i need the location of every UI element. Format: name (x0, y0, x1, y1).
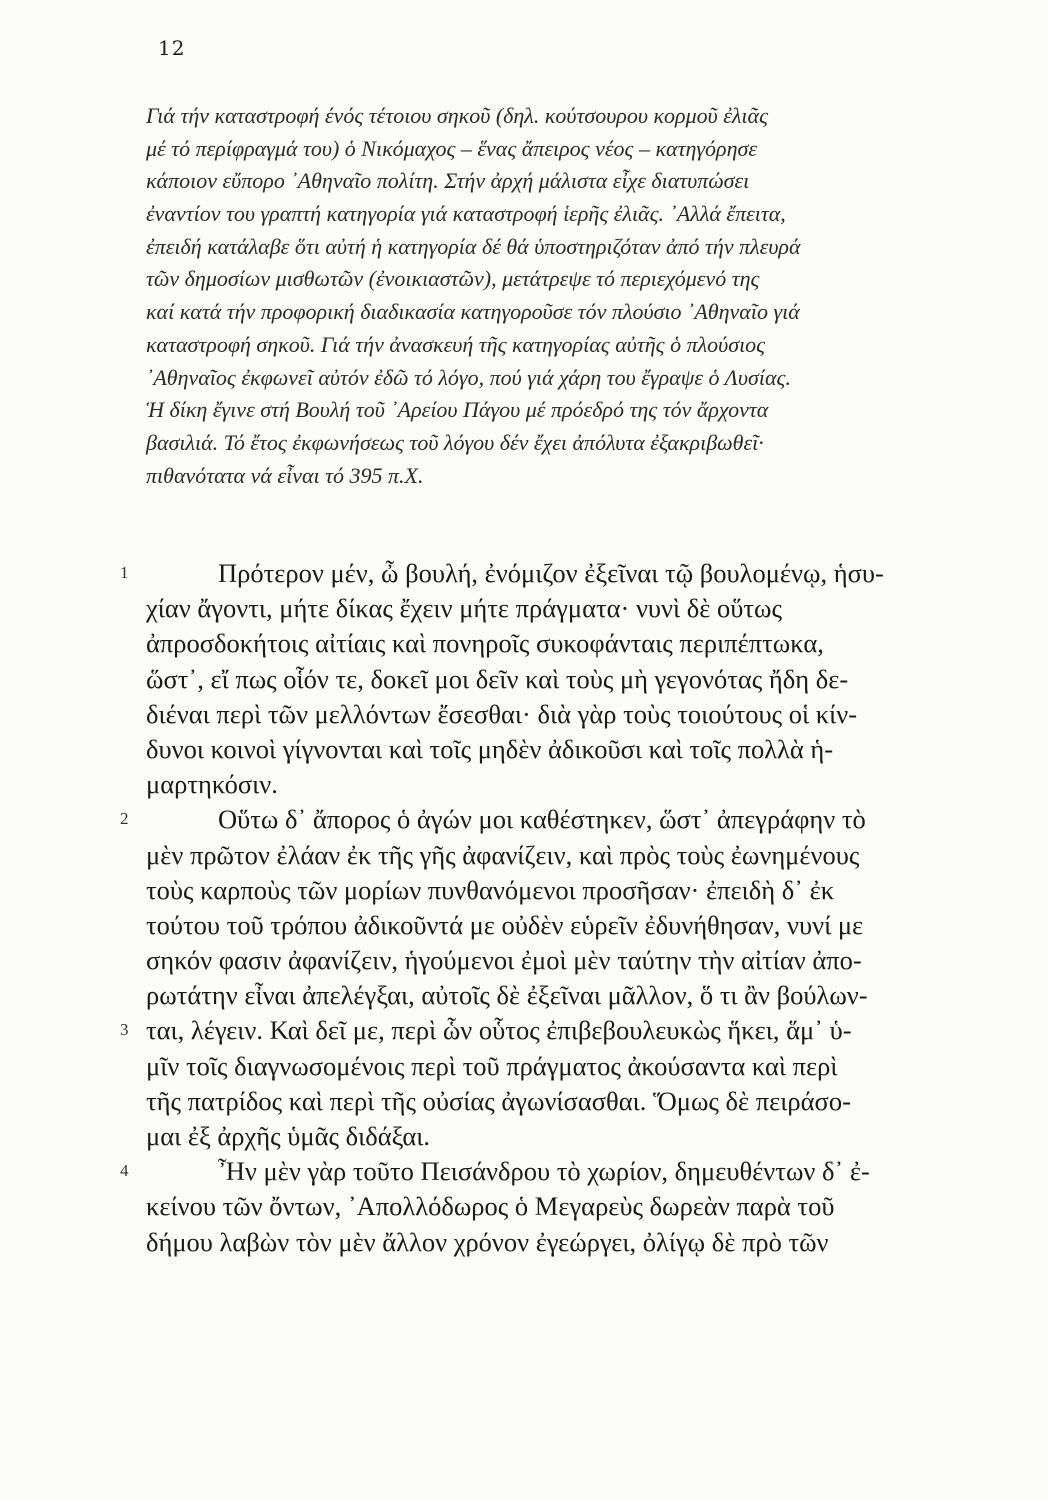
line-text: σηκόν φασιν ἀφανίζειν, ἡγούμενοι ἐμοὶ μὲν ταύτην τὴν αἰτίαν ἀπο- (146, 945, 862, 976)
line-text: Πρότερον μέν, ὦ βουλή, ἐνόμιζον ἐξεῖναι τῷ βουλομένῳ, ἡσυ- (218, 558, 884, 588)
line-text: Ἦν μὲν γὰρ τοῦτο Πεισάνδρου τὸ χωρίον, δημευθέντων δ᾿ ἐ- (218, 1156, 870, 1187)
section-number: 1 (120, 563, 129, 582)
intro-line: μέ τό περίφραγμά του) ὁ Νικόμαχος – ἕνας ἄπειρος νέος – κατηγόρησε (146, 135, 758, 161)
intro-line: ἐπειδή κατάλαβε ὅτι αὐτή ἡ κατηγορία δέ θά ὑποστηριζόταν ἀπό τήν πλευρά (146, 233, 801, 259)
line-text: τούτου τοῦ τρόπου ἀδικοῦντά με οὐδὲν εὑρεῖν ἐδυνήθησαν, νυνί με (146, 909, 864, 940)
line-text: κείνου τῶν ὄντων, ᾿Απολλόδωρος ὁ Μεγαρεὺς δωρεὰν παρὰ τοῦ (146, 1191, 835, 1222)
line-text: ὥστ᾿, εἴ πως οἷόν τε, δοκεῖ μοι δεῖν καὶ τοὺς μὴ γεγονότας ἤδη δε- (146, 663, 849, 694)
page-number: 12 (158, 36, 186, 60)
text-line (120, 556, 996, 591)
line-text: διέναι περὶ τῶν μελλόντων ἔσεσθαι· διὰ γὰρ τοὺς τοιούτους οἱ κίν- (146, 698, 858, 729)
line-text: ται, λέγειν. Καὶ δεῖ με, περὶ ὧν οὗτος ἐπιβεβουλευκὼς ἥκει, ἅμ᾿ ὑ- (146, 1015, 852, 1046)
text-line (146, 767, 996, 802)
text-line (146, 978, 996, 1013)
introduction (146, 100, 986, 492)
text-line (120, 802, 996, 837)
text-line (146, 1225, 996, 1260)
intro-line: πιθανότατα νά εἶναι τό 395 π.Χ. (146, 462, 424, 488)
intro-line: καταστροφή σηκοῦ. Γιά τήν ἀνασκευή τῆς κατηγορίας αὐτῆς ὁ πλούσιος (146, 331, 766, 357)
text-line (146, 662, 996, 697)
line-text: τῆς πατρίδος καὶ περὶ τῆς οὐσίας ἀγωνίσασθαι. Ὅμως δὲ πειράσο- (146, 1085, 851, 1116)
intro-line: βασιλιά. Τό ἔτος ἐκφωνήσεως τοῦ λόγου δέν ἔχει ἀπόλυτα ἐξακριβωθεῖ· (146, 429, 764, 455)
text-line (146, 943, 996, 978)
section-number: 2 (120, 809, 129, 829)
intro-line: ἐναντίον του γραπτή κατηγορία γιά καταστροφή ἱερῆς ἐλιᾶς. ᾿Αλλά ἔπειτα, (146, 201, 786, 227)
line-text: μαι ἐξ ἀρχῆς ὑμᾶς διδάξαι. (146, 1121, 431, 1151)
text-line (146, 1049, 996, 1084)
text-line (146, 873, 996, 908)
text-line (146, 1119, 996, 1154)
line-text: Οὕτω δ᾿ ἄπορος ὁ ἀγών μοι καθέστηκεν, ὥστ᾿ ἀπεγράφην τὸ (218, 804, 866, 835)
line-text: ἀπροσδοκήτοις αἰτίαις καὶ πονηροῖς συκοφάνταις περιπέπτωκα, (146, 628, 824, 659)
line-text: δυνοι κοινοὶ γίγνονται καὶ τοῖς μηδὲν ἀδικοῦσι καὶ τοῖς πολλὰ ἡ- (146, 733, 834, 764)
line-text: χίαν ἄγοντι, μήτε δίκας ἔχειν μήτε πράγματα· νυνὶ δὲ οὕτως (146, 593, 782, 624)
text-line (120, 1154, 996, 1189)
intro-line: Γιά τήν καταστροφή ένός τέτοιου σηκοῦ (δηλ. κούτσουρου κορμοῦ ἐλιᾶς (146, 103, 768, 128)
text-line (146, 591, 996, 626)
intro-line: τῶν δημοσίων μισθωτῶν (ἐνοικιαστῶν), μετάτρεψε τό περιεχόμενό της (146, 266, 760, 292)
intro-line: ᾿Αθηναῖος ἐκφωνεῖ αὐτόν ἐδῶ τό λόγο, πού γιά χάρη του ἔγραψε ὁ Λυσίας. (146, 364, 791, 390)
line-text: ρωτάτην εἶναι ἀπελέγξαι, αὐτοῖς δὲ ἐξεῖναι μᾶλλον, ὅ τι ἂν βούλων- (146, 980, 868, 1011)
text-line (146, 838, 996, 873)
intro-line: καί κατά τήν προφορική διαδικασία κατηγοροῦσε τόν πλούσιο ᾿Αθηναῖο γιά (146, 299, 800, 325)
line-text: μῖν τοῖς διαγνωσομένοις περὶ τοῦ πράγματος ἀκούσαντα καὶ περὶ (146, 1050, 838, 1081)
text-line (146, 1189, 996, 1224)
text-line (120, 1013, 996, 1048)
section-number: 4 (120, 1161, 129, 1181)
line-text: μὲν πρῶτον ἐλάαν ἐκ τῆς γῆς ἀφανίζειν, καὶ πρὸς τοὺς ἐωνημένους (146, 839, 860, 870)
line-text: τοὺς καρποὺς τῶν μορίων πυνθανόμενοι προσῆσαν· ἐπειδὴ δ᾿ ἐκ (146, 874, 835, 905)
text-line (146, 697, 996, 732)
line-text: δήμου λαβὼν τὸν μὲν ἄλλον χρόνον ἐγεώργει, ὀλίγῳ δὲ πρὸ τῶν (146, 1226, 829, 1257)
line-text: μαρτηκόσιν. (146, 769, 278, 800)
section-number: 3 (120, 1020, 129, 1040)
intro-line: Ἡ δίκη ἔγινε στή Βουλή τοῦ ᾿Αρείου Πάγου μέ πρόεδρό της τόν ἄρχοντα (146, 397, 769, 423)
text-line (146, 626, 996, 661)
intro-line: κάποιον εὔπορο ᾿Αθηναῖο πολίτη. Στήν ἀρχή μάλιστα εἶχε διατυπώσει (146, 168, 750, 194)
text-line (146, 908, 996, 943)
text-line (146, 732, 996, 767)
text-line (146, 1084, 996, 1119)
greek-text-body (120, 556, 996, 1260)
